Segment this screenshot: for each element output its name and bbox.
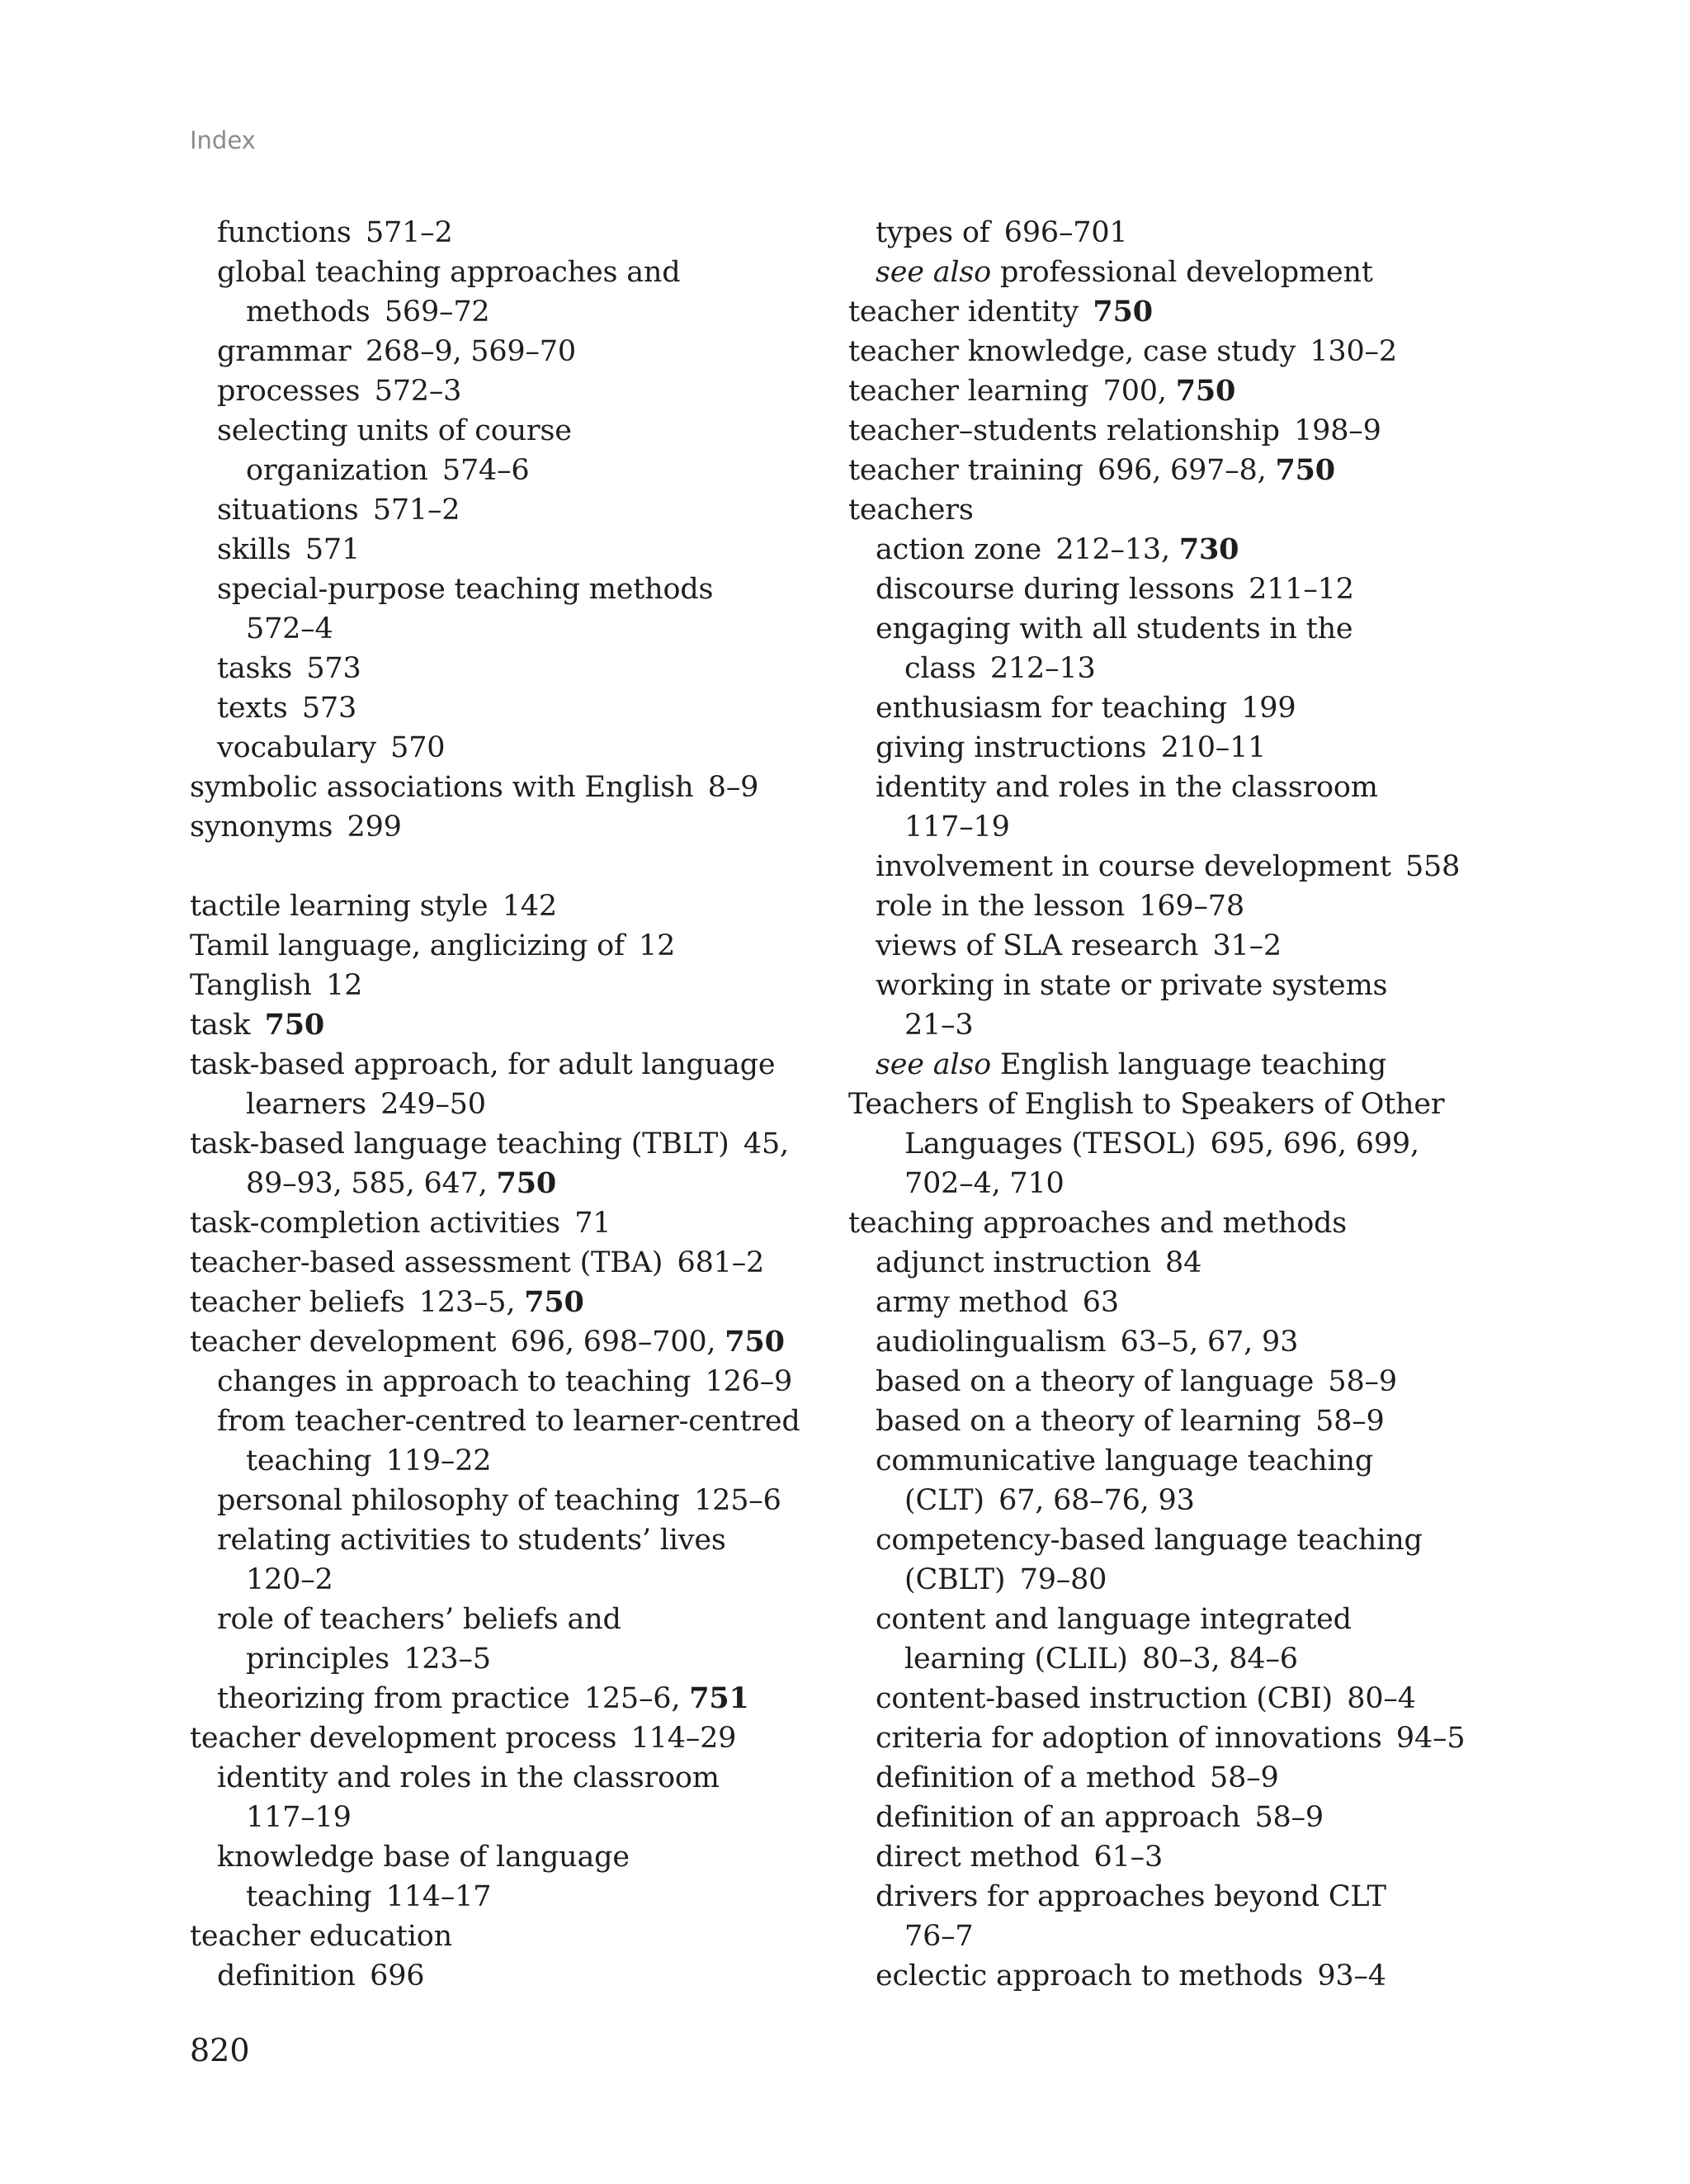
index-subentry xyxy=(848,1877,1533,1917)
index-entry xyxy=(848,371,1533,411)
index-subentry xyxy=(848,847,1533,886)
index-entry xyxy=(190,1917,875,1956)
index-subentry xyxy=(848,570,1533,609)
index-subentry xyxy=(190,371,875,411)
entry-text: definition 696 xyxy=(217,1959,425,1993)
index-subentry xyxy=(190,253,875,292)
index-subentry xyxy=(190,1758,875,1798)
index-subentry xyxy=(848,966,1533,1005)
index-subentry xyxy=(190,1520,875,1560)
index-subentry xyxy=(190,411,875,451)
cross-reference-label: see also xyxy=(876,1048,992,1081)
index-entry xyxy=(190,926,875,966)
index-entry xyxy=(190,1203,875,1243)
entry-text: role in the lesson 169–78 xyxy=(876,890,1244,923)
entry-text: identity and roles in the classroom xyxy=(876,771,1378,804)
entry-text: learning (CLIL) 80–3, 84–6 xyxy=(904,1643,1298,1676)
entry-text: competency-based language teaching xyxy=(876,1524,1423,1557)
index-subentry xyxy=(848,1956,1533,1996)
index-entry-continuation xyxy=(190,1798,875,1837)
entry-text: views of SLA research 31–2 xyxy=(876,929,1282,962)
entry-text: professional development xyxy=(991,256,1373,289)
entry-text: teacher beliefs 123–5, xyxy=(190,1286,525,1319)
index-subentry xyxy=(848,1441,1533,1481)
cross-reference-label: see also xyxy=(876,256,992,289)
entry-text: English language teaching xyxy=(991,1048,1387,1081)
entry-text: definition of a method 58–9 xyxy=(876,1761,1279,1794)
page-ref-bold: 751 xyxy=(689,1681,749,1715)
entry-text: enthusiasm for teaching 199 xyxy=(876,692,1296,725)
page-ref-bold: 730 xyxy=(1178,532,1239,566)
entry-text: knowledge base of language xyxy=(217,1841,630,1874)
index-entry xyxy=(190,807,875,847)
index-entry xyxy=(190,1283,875,1322)
page-ref-bold: 750 xyxy=(524,1285,584,1319)
entry-text: role of teachers’ beliefs and xyxy=(217,1603,621,1636)
entry-text: audiolingualism 63–5, 67, 93 xyxy=(876,1326,1299,1359)
index-entry xyxy=(848,490,1533,530)
index-entry-continuation xyxy=(848,807,1533,847)
index-subentry xyxy=(190,1481,875,1520)
entry-text: working in state or private systems xyxy=(876,969,1388,1002)
index-subentry xyxy=(848,1798,1533,1837)
index-entry-continuation xyxy=(848,1005,1533,1045)
index-subentry xyxy=(848,1402,1533,1441)
entry-text: global teaching approaches and xyxy=(217,256,681,289)
entry-text: Tanglish 12 xyxy=(190,969,363,1002)
index-subentry xyxy=(848,768,1533,807)
entry-text: teacher knowledge, case study 130–2 xyxy=(848,335,1397,368)
index-entry xyxy=(190,1243,875,1283)
index-entry-continuation xyxy=(190,1877,875,1917)
entry-text: Languages (TESOL) 695, 696, 699, xyxy=(904,1127,1419,1161)
entry-text: selecting units of course xyxy=(217,414,572,447)
index-subentry xyxy=(848,1322,1533,1362)
index-subentry xyxy=(190,649,875,688)
index-entry-continuation xyxy=(848,1639,1533,1679)
index-entry xyxy=(190,1718,875,1758)
index-subentry xyxy=(848,1600,1533,1639)
index-subentry xyxy=(848,1045,1533,1085)
index-subentry xyxy=(190,728,875,768)
entry-text: criteria for adoption of innovations 94–5 xyxy=(876,1722,1466,1755)
entry-text: from teacher-centred to learner-centred xyxy=(217,1405,800,1438)
page-ref-bold: 750 xyxy=(264,1008,325,1042)
entry-text: teaching 119–22 xyxy=(246,1444,492,1477)
index-subentry xyxy=(848,253,1533,292)
index-entry-continuation xyxy=(190,292,875,332)
entry-text: processes 572–3 xyxy=(217,375,462,408)
index-subentry xyxy=(848,1718,1533,1758)
index-entry xyxy=(848,411,1533,451)
entry-text: Tamil language, anglicizing of 12 xyxy=(190,929,676,962)
entry-text: grammar 268–9, 569–70 xyxy=(217,335,576,368)
entry-text: eclectic approach to methods 93–4 xyxy=(876,1959,1386,1993)
index-subentry xyxy=(190,1402,875,1441)
entry-text: teacher training 696, 697–8, xyxy=(848,454,1276,487)
entry-text: types of 696–701 xyxy=(876,216,1128,249)
page-ref-bold: 750 xyxy=(1093,295,1153,329)
entry-text: discourse during lessons 211–12 xyxy=(876,573,1354,606)
entry-text: theorizing from practice 125–6, xyxy=(217,1682,690,1715)
entry-text: relating activities to students’ lives xyxy=(217,1524,726,1557)
entry-text: direct method 61–3 xyxy=(876,1841,1164,1874)
index-subentry xyxy=(190,570,875,609)
index-subentry xyxy=(848,1679,1533,1718)
index-entry-continuation xyxy=(190,1441,875,1481)
index-subentry xyxy=(190,1600,875,1639)
index-subentry xyxy=(848,728,1533,768)
page-ref-bold: 750 xyxy=(1275,453,1335,487)
index-subentry xyxy=(848,213,1533,253)
entry-text: teacher learning 700, xyxy=(848,375,1176,408)
entry-text: special-purpose teaching methods xyxy=(217,573,714,606)
index-entry xyxy=(190,1045,875,1085)
entry-text: situations 571–2 xyxy=(217,494,460,527)
entry-text: drivers for approaches beyond CLT xyxy=(876,1880,1386,1913)
entry-text: principles 123–5 xyxy=(246,1643,491,1676)
entry-text: teacher development 696, 698–700, xyxy=(190,1326,725,1359)
entry-text: involvement in course development 558 xyxy=(876,850,1461,883)
index-subentry xyxy=(190,530,875,570)
index-entry xyxy=(190,768,875,807)
index-subentry xyxy=(190,332,875,371)
entry-text: 76–7 xyxy=(904,1920,974,1953)
entry-text: tasks 573 xyxy=(217,652,361,685)
entry-text: teachers xyxy=(848,494,974,527)
index-subentry xyxy=(190,490,875,530)
index-subentry xyxy=(190,213,875,253)
index-entry xyxy=(190,1322,875,1362)
index-subentry xyxy=(848,1243,1533,1283)
index-entry-continuation xyxy=(190,1085,875,1124)
entry-text: adjunct instruction 84 xyxy=(876,1246,1202,1279)
index-subentry xyxy=(848,1362,1533,1402)
running-head: Index xyxy=(190,126,256,154)
entry-text: symbolic associations with English 8–9 xyxy=(190,771,759,804)
index-entry-continuation xyxy=(848,1917,1533,1956)
entry-text: teacher education xyxy=(190,1920,452,1953)
index-entry-continuation xyxy=(190,1560,875,1600)
index-subentry xyxy=(190,1679,875,1718)
entry-text: 117–19 xyxy=(246,1801,352,1834)
index-entry xyxy=(848,451,1533,490)
page-ref-bold: 750 xyxy=(725,1325,785,1359)
entry-text: personal philosophy of teaching 125–6 xyxy=(217,1484,781,1517)
index-entry-continuation xyxy=(190,1164,875,1203)
entry-text: teacher–students relationship 198–9 xyxy=(848,414,1381,447)
entry-text: communicative language teaching xyxy=(876,1444,1374,1477)
entry-text: tactile learning style 142 xyxy=(190,890,557,923)
entry-text: army method 63 xyxy=(876,1286,1119,1319)
index-subentry xyxy=(848,886,1533,926)
entry-text: identity and roles in the classroom xyxy=(217,1761,720,1794)
index-entry xyxy=(190,1005,875,1045)
index-entry-continuation xyxy=(848,1164,1533,1203)
index-subentry xyxy=(848,926,1533,966)
entry-text: based on a theory of learning 58–9 xyxy=(876,1405,1385,1438)
entry-text: 702–4, 710 xyxy=(904,1167,1065,1200)
index-subentry xyxy=(848,1283,1533,1322)
page-number: 820 xyxy=(190,2032,250,2068)
entry-text: task-based approach, for adult language xyxy=(190,1048,776,1081)
page-ref-bold: 750 xyxy=(1175,374,1236,408)
index-subentry xyxy=(848,1520,1533,1560)
entry-text: (CLT) 67, 68–76, 93 xyxy=(904,1484,1195,1517)
entry-text: giving instructions 210–11 xyxy=(876,731,1267,764)
index-subentry xyxy=(848,688,1533,728)
entry-text: 89–93, 585, 647, xyxy=(246,1167,497,1200)
page-ref-bold: 750 xyxy=(496,1166,557,1200)
entry-text: teacher-based assessment (TBA) 681–2 xyxy=(190,1246,765,1279)
index-column-right xyxy=(848,213,1533,1996)
index-entry xyxy=(190,1124,875,1164)
entry-text: based on a theory of language 58–9 xyxy=(876,1365,1397,1398)
index-entry-continuation xyxy=(190,451,875,490)
entry-text: 117–19 xyxy=(904,811,1010,844)
entry-text: synonyms 299 xyxy=(190,811,402,844)
entry-text: class 212–13 xyxy=(904,652,1096,685)
index-subentry xyxy=(190,1362,875,1402)
entry-text: (CBLT) 79–80 xyxy=(904,1563,1107,1596)
entry-text: functions 571–2 xyxy=(217,216,453,249)
index-entry xyxy=(848,292,1533,332)
index-entry xyxy=(190,886,875,926)
letter-group-gap xyxy=(190,847,875,886)
entry-text: engaging with all students in the xyxy=(876,612,1353,645)
entry-text: changes in approach to teaching 126–9 xyxy=(217,1365,793,1398)
index-column-left xyxy=(190,213,875,1996)
index-entry-continuation xyxy=(190,609,875,649)
entry-text: content-based instruction (CBI) 80–4 xyxy=(876,1682,1416,1715)
entry-text: organization 574–6 xyxy=(246,454,530,487)
entry-text: task xyxy=(190,1009,265,1042)
entry-text: teacher identity xyxy=(848,295,1093,329)
index-entry xyxy=(848,1085,1533,1124)
index-subentry xyxy=(848,530,1533,570)
index-subentry xyxy=(848,1758,1533,1798)
entry-text: texts 573 xyxy=(217,692,357,725)
entry-text: teacher development process 114–29 xyxy=(190,1722,737,1755)
entry-text: teaching approaches and methods xyxy=(848,1207,1348,1240)
index-subentry xyxy=(190,1956,875,1996)
index-subentry xyxy=(848,1837,1533,1877)
index-entry-continuation xyxy=(848,1481,1533,1520)
entry-text: methods 569–72 xyxy=(246,295,490,329)
index-entry xyxy=(190,966,875,1005)
entry-text: vocabulary 570 xyxy=(217,731,446,764)
entry-text: 21–3 xyxy=(904,1009,974,1042)
index-entry-continuation xyxy=(190,1639,875,1679)
entry-text: learners 249–50 xyxy=(246,1088,486,1121)
index-subentry xyxy=(190,1837,875,1877)
index-entry xyxy=(848,332,1533,371)
index-subentry xyxy=(190,688,875,728)
entry-text: task-completion activities 71 xyxy=(190,1207,611,1240)
index-entry xyxy=(848,1203,1533,1243)
entry-text: action zone 212–13, xyxy=(876,533,1179,566)
entry-text: content and language integrated xyxy=(876,1603,1352,1636)
index-subentry xyxy=(848,609,1533,649)
entry-text: 120–2 xyxy=(246,1563,333,1596)
entry-text: teaching 114–17 xyxy=(246,1880,492,1913)
index-entry-continuation xyxy=(848,1560,1533,1600)
entry-text: task-based language teaching (TBLT) 45, xyxy=(190,1127,789,1161)
index-entry-continuation xyxy=(848,649,1533,688)
entry-text: definition of an approach 58–9 xyxy=(876,1801,1324,1834)
entry-text: Teachers of English to Speakers of Other xyxy=(848,1088,1445,1121)
entry-text: 572–4 xyxy=(246,612,333,645)
entry-text: skills 571 xyxy=(217,533,361,566)
index-entry-continuation xyxy=(848,1124,1533,1164)
